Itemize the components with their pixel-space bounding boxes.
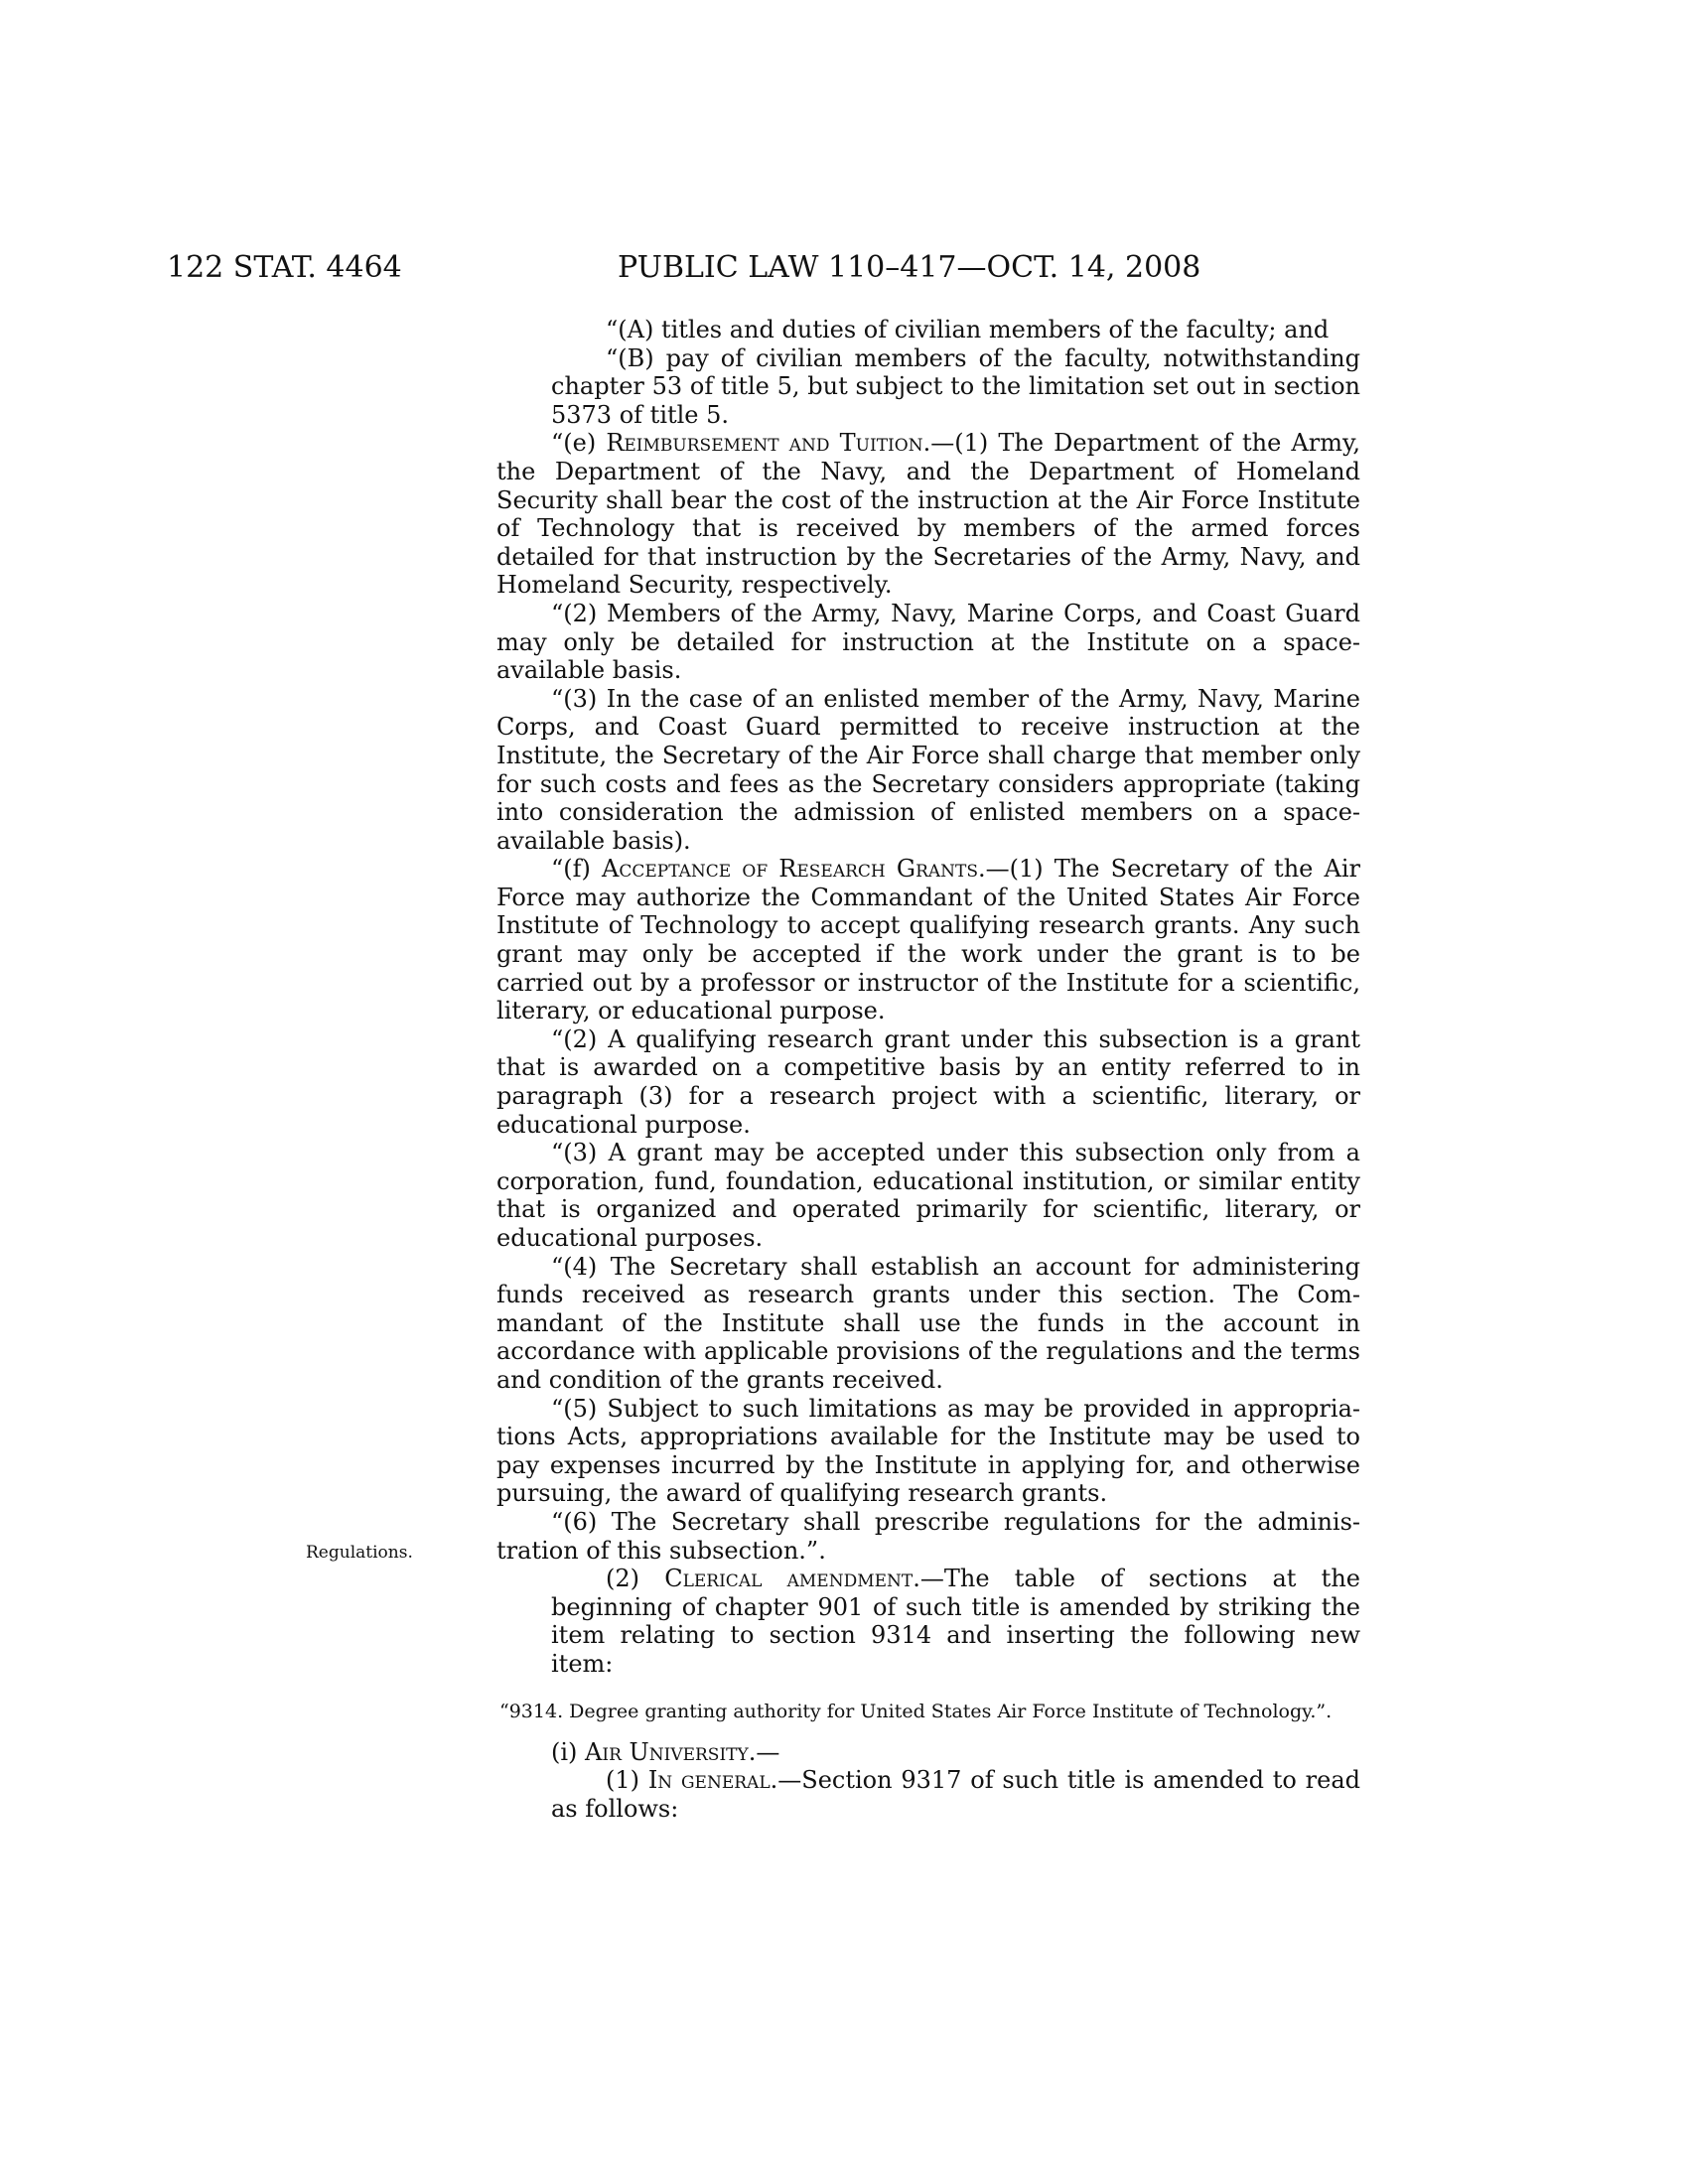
page-header: [0, 248, 1688, 288]
subsection-f-6: “(6) The Secretary shall prescribe regulations for the administration of this subsection.”.: [496, 1507, 1360, 1565]
margin-note-regulations: Regulations.: [306, 1543, 413, 1563]
subsection-f-3: “(3) A grant may be accepted under this subsection only from a corporation, fund, foundation, educational institution, or similar entity that is organized and operated primarily for scientific, literary, or educational purposes.: [496, 1139, 1360, 1252]
subsection-e-body: —(1) The Department of the Army, the Department of the Navy, and the Department of Homeland Security shall bear the cost of the instruction at the Air Force Institute of Technology that is received by members of the armed forces detailed for that instruction by the Secretaries of the Army, Navy, and Homeland Security, respectively.: [496, 429, 1360, 600]
subsection-i: [496, 1738, 1360, 1767]
subsection-f-5: “(5) Subject to such limitations as may be provided in appropriations Acts, appropriations available for the Institute may be used to pay expenses incurred by the Institute in applying for, and otherwise pursuing, the award of qualifying research grants.: [496, 1394, 1360, 1508]
subsection-f-4: “(4) The Secretary shall establish an account for administering funds received as research grants under this section. The Commandant of the Institute shall use the funds in the account in accordance with applicable provisions of the regulations and the terms and condition of the grants received.: [496, 1252, 1360, 1394]
subsection-f: [496, 855, 1360, 1025]
in-general-heading: In general.: [647, 1766, 778, 1795]
clerical-amendment-prefix: (2): [606, 1565, 665, 1593]
in-general-prefix: (1): [606, 1766, 648, 1795]
public-law-title: PUBLIC LAW 110–417—OCT. 14, 2008: [618, 250, 1201, 285]
subsection-e: [496, 429, 1360, 600]
subsection-f-prefix: “(f): [551, 855, 603, 884]
clerical-amendment: [496, 1565, 1360, 1678]
paragraph-a: “(A) titles and duties of civilian members of the faculty; and: [606, 316, 1330, 343]
subsection-f-heading: Acceptance of Research Grants.: [602, 855, 986, 884]
in-general-body: —Section 9317 of such title is amended to read as follows:: [551, 1766, 1361, 1823]
paragraph-b: “(B) pay of civilian members of the faculty, notwithstanding chapter 53 of title 5, but subject to the limitation set out in section 5373 of title 5.: [551, 343, 1360, 429]
table-of-sections-item: “9314. Degree granting authority for United States Air Force Institute of Technology.”.: [499, 1700, 1333, 1722]
document-body: [496, 316, 1360, 1823]
subsection-e-3: “(3) In the case of an enlisted member of the Army, Navy, Marine Corps, and Coast Guard permitted to receive instruction at the Institute, the Secretary of the Air Force shall charge that member only for such costs and fees as the Secretary considers appropriate (taking into consideration the admission of enlisted members on a space-available basis).: [496, 684, 1360, 855]
subsection-i-prefix: (i): [551, 1737, 586, 1766]
subsection-e-heading: Reimbursement and Tuition.: [606, 429, 931, 458]
subsection-e-2: “(2) Members of the Army, Navy, Marine Corps, and Coast Guard may only be detailed for instruction at the Institute on a space-available basis.: [496, 599, 1360, 685]
in-general-paragraph: [496, 1766, 1360, 1823]
subsection-e-prefix: “(e): [551, 429, 607, 458]
clerical-amendment-heading: Clerical amendment.: [664, 1565, 920, 1593]
subsection-f-2: “(2) A qualifying research grant under this subsection is a grant that is awarded on a competitive basis by an entity referred to in paragraph (3) for a research project with a scientific, literary, or educational purpose.: [496, 1024, 1360, 1139]
statute-page-reference: 122 STAT. 4464: [167, 250, 402, 285]
subsection-f-body: —(1) The Secretary of the Air Force may authorize the Commandant of the United States Air Force Institute of Technology to accept qualifying research grants. Any such grant may only be accepted if the work under the grant is to be carried out by a professor or instructor of the Institute for a scientific, literary, or educational purpose.: [496, 855, 1360, 1025]
subsection-i-body: —: [756, 1737, 780, 1766]
clerical-amendment-body: —The table of sections at the beginning of chapter 901 of such title is amended by striking the item relating to section 9314 and inserting the following new item:: [551, 1565, 1360, 1678]
subsection-i-heading: Air University.: [585, 1737, 757, 1766]
